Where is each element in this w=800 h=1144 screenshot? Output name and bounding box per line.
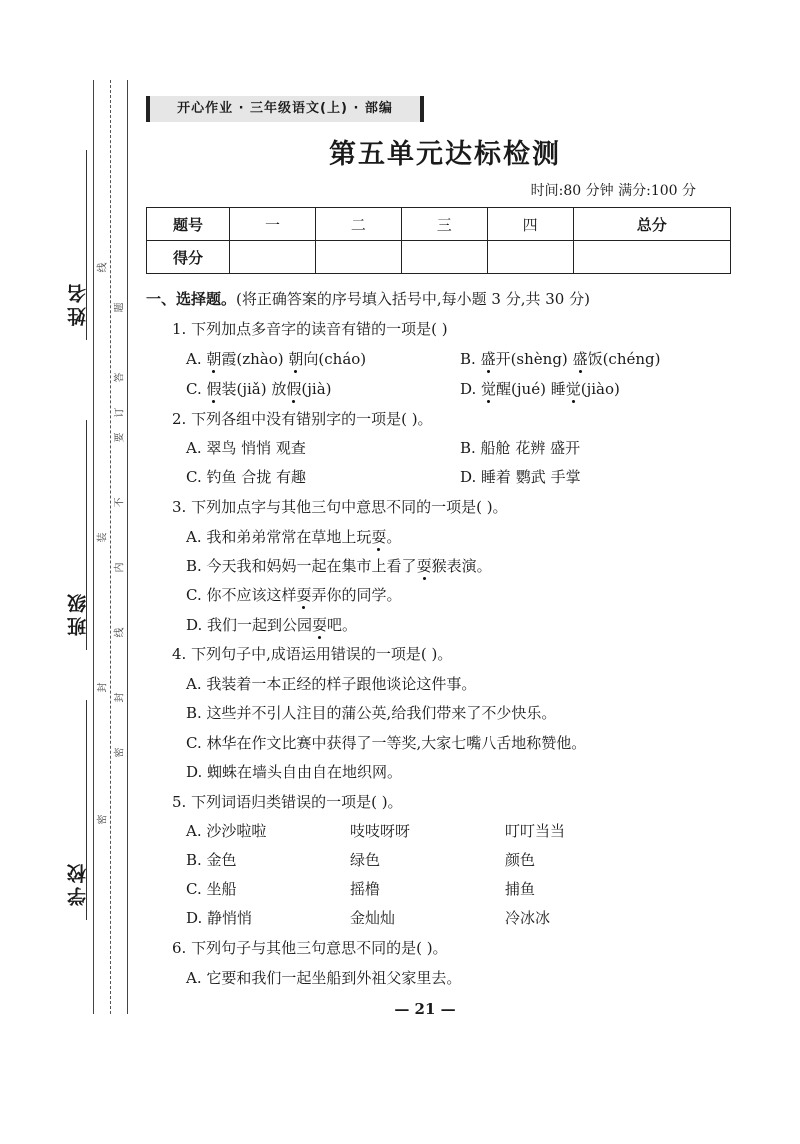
q1-b-text-1: 开(shèng) bbox=[495, 350, 573, 368]
q5-d-col1: D. 静悄悄 bbox=[186, 909, 253, 927]
outer-mark-ding: 订 bbox=[114, 407, 126, 418]
q5-d-col2: 金灿灿 bbox=[350, 909, 396, 927]
q5-a-col2: 吱吱呀呀 bbox=[350, 822, 411, 840]
q6-option-a: A. 它要和我们一起坐船到外祖父家里去。 bbox=[186, 969, 462, 987]
outer-mark-zhuang: 装 bbox=[97, 532, 109, 543]
q1-d-text-2: (jiào) bbox=[580, 380, 620, 398]
q1-d-text-1: 醒(jué) 睡 bbox=[496, 380, 566, 398]
q3-a-dotted: 耍 bbox=[371, 528, 387, 546]
q2-option-c: C. 钓鱼 合拢 有趣 bbox=[186, 468, 307, 486]
q3-option-a bbox=[186, 526, 401, 547]
q1-option-d bbox=[460, 378, 620, 399]
outer-mark-xian: 线 bbox=[97, 262, 109, 273]
section1-title: 一、选择题。 bbox=[146, 290, 237, 308]
cell-part-2: 二 bbox=[315, 208, 401, 241]
q3-option-c bbox=[186, 584, 402, 605]
q1-d-dotted-2: 觉 bbox=[565, 380, 581, 398]
q1-b-dotted-2: 盛 bbox=[572, 350, 588, 368]
inner-mark-ti: 题 bbox=[114, 302, 126, 313]
binding-dash-outer bbox=[110, 80, 111, 1014]
school-underline bbox=[86, 700, 87, 920]
q3-c-text-2: 弄你的同学。 bbox=[311, 586, 402, 604]
section1-instruction: (将正确答案的序号填入括号中,每小题 3 分,共 30 分) bbox=[236, 290, 590, 308]
score-input-1[interactable] bbox=[230, 241, 316, 274]
outer-mark-feng-2: 封 bbox=[114, 692, 126, 703]
q1-d-dotted-1: 觉 bbox=[481, 380, 497, 398]
score-input-3[interactable] bbox=[401, 241, 487, 274]
q3-option-b bbox=[186, 555, 492, 576]
q5-b-col1: B. 金色 bbox=[186, 851, 237, 869]
q3-option-d bbox=[186, 614, 357, 635]
name-underline bbox=[86, 150, 87, 340]
cell-total: 总分 bbox=[573, 208, 730, 241]
q1-option-a bbox=[186, 348, 366, 369]
q5-c-col1: C. 坐船 bbox=[186, 880, 237, 898]
q4-option-a: A. 我装着一本正经的样子跟他谈论这件事。 bbox=[186, 675, 477, 693]
inner-mark-yao: 要 bbox=[114, 432, 126, 443]
q2-stem: 2. 下列各组中没有错别字的一项是( )。 bbox=[172, 410, 433, 428]
q5-a-col1: A. 沙沙啦啦 bbox=[186, 822, 267, 840]
inner-mark-bu: 不 bbox=[114, 497, 126, 508]
section1-heading bbox=[146, 288, 590, 309]
q3-a-text-2: 。 bbox=[386, 528, 402, 546]
q1-c-prefix: C. bbox=[186, 380, 207, 398]
inner-mark-xian: 线 bbox=[114, 627, 126, 638]
cell-score-label: 得分 bbox=[147, 241, 230, 274]
cell-part-3: 三 bbox=[401, 208, 487, 241]
q1-c-text-1: 装(jiǎ) 放 bbox=[221, 380, 287, 398]
outer-mark-mi-2: 密 bbox=[114, 747, 126, 758]
cell-part-4: 四 bbox=[487, 208, 573, 241]
inner-mark-da: 答 bbox=[114, 372, 126, 383]
binding-line-inner bbox=[127, 80, 128, 1014]
q1-b-prefix: B. bbox=[460, 350, 481, 368]
q5-c-col2: 摇橹 bbox=[350, 880, 381, 898]
q1-option-b bbox=[460, 348, 660, 369]
q1-a-dotted-1: 朝 bbox=[206, 350, 222, 368]
q2-option-b: B. 船舱 花辨 盛开 bbox=[460, 439, 581, 457]
cell-part-1: 一 bbox=[230, 208, 316, 241]
inner-mark-nei: 内 bbox=[114, 562, 126, 573]
cell-header-label: 题号 bbox=[147, 208, 230, 241]
q5-b-col3: 颜色 bbox=[505, 851, 536, 869]
q3-d-text-1: D. 我们一起到公园 bbox=[186, 616, 313, 634]
q1-option-c bbox=[186, 378, 332, 399]
q5-d-col3: 冷冰冰 bbox=[505, 909, 551, 927]
score-input-4[interactable] bbox=[487, 241, 573, 274]
class-label: 班级 bbox=[67, 590, 89, 636]
q3-b-dotted: 耍 bbox=[416, 557, 432, 575]
page-number: — 21 — bbox=[394, 1000, 456, 1018]
q1-a-prefix: A. bbox=[186, 350, 207, 368]
q3-d-text-2: 吧。 bbox=[327, 616, 358, 634]
q3-b-text-2: 猴表演。 bbox=[431, 557, 492, 575]
time-info: 时间:80 分钟 满分:100 分 bbox=[530, 183, 696, 199]
q2-option-d: D. 睡着 鹦武 手掌 bbox=[460, 468, 581, 486]
score-table-header-row bbox=[147, 208, 731, 241]
school-label: 学校 bbox=[67, 860, 89, 906]
q3-a-text-1: A. 我和弟弟常常在草地上玩 bbox=[186, 528, 372, 546]
outer-mark-feng: 封 bbox=[97, 682, 109, 693]
outer-mark-mi: 密 bbox=[97, 814, 109, 825]
q3-d-dotted: 耍 bbox=[312, 616, 328, 634]
score-table-score-row bbox=[147, 241, 731, 274]
q1-a-text-1: 霞(zhào) bbox=[221, 350, 289, 368]
book-series-tag: 开心作业 · 三年级语文(上) · 部编 bbox=[146, 96, 424, 122]
q3-c-text-1: C. 你不应该这样 bbox=[186, 586, 297, 604]
q1-a-text-2: 向(cháo) bbox=[303, 350, 367, 368]
score-input-total[interactable] bbox=[573, 241, 730, 274]
q1-c-text-2: (jià) bbox=[301, 380, 332, 398]
q4-option-c: C. 林华在作文比赛中获得了一等奖,大家七嘴八舌地称赞他。 bbox=[186, 734, 587, 752]
q1-b-text-2: 饭(chéng) bbox=[587, 350, 661, 368]
q1-c-dotted-1: 假 bbox=[206, 380, 222, 398]
q3-c-dotted: 耍 bbox=[296, 586, 312, 604]
q3-stem: 3. 下列加点字与其他三句中意思不同的一项是( )。 bbox=[172, 498, 508, 516]
q5-c-col3: 捕鱼 bbox=[505, 880, 536, 898]
q4-option-d: D. 蜘蛛在墙头自由自在地织网。 bbox=[186, 763, 403, 781]
score-table bbox=[146, 207, 731, 274]
q1-a-dotted-2: 朝 bbox=[288, 350, 304, 368]
q2-option-a: A. 翠鸟 悄悄 观查 bbox=[186, 439, 306, 457]
name-label: 姓名 bbox=[67, 280, 89, 326]
binding-line-outer bbox=[93, 80, 94, 1014]
q5-b-col2: 绿色 bbox=[350, 851, 381, 869]
q1-stem: 1. 下列加点多音字的读音有错的一项是( ) bbox=[172, 320, 448, 338]
q5-stem: 5. 下列词语归类错误的一项是( )。 bbox=[172, 793, 403, 811]
q1-b-dotted-1: 盛 bbox=[480, 350, 496, 368]
q5-a-col3: 叮叮当当 bbox=[505, 822, 566, 840]
score-input-2[interactable] bbox=[315, 241, 401, 274]
q1-c-dotted-2: 假 bbox=[286, 380, 302, 398]
class-underline bbox=[86, 420, 87, 650]
q4-option-b: B. 这些并不引人注目的蒲公英,给我们带来了不少快乐。 bbox=[186, 704, 557, 722]
q1-d-prefix: D. bbox=[460, 380, 482, 398]
q4-stem: 4. 下列句子中,成语运用错误的一项是( )。 bbox=[172, 645, 453, 663]
page-title: 第五单元达标检测 bbox=[329, 139, 561, 170]
q3-b-text-1: B. 今天我和妈妈一起在集市上看了 bbox=[186, 557, 417, 575]
q6-stem: 6. 下列句子与其他三句意思不同的是( )。 bbox=[172, 939, 448, 957]
